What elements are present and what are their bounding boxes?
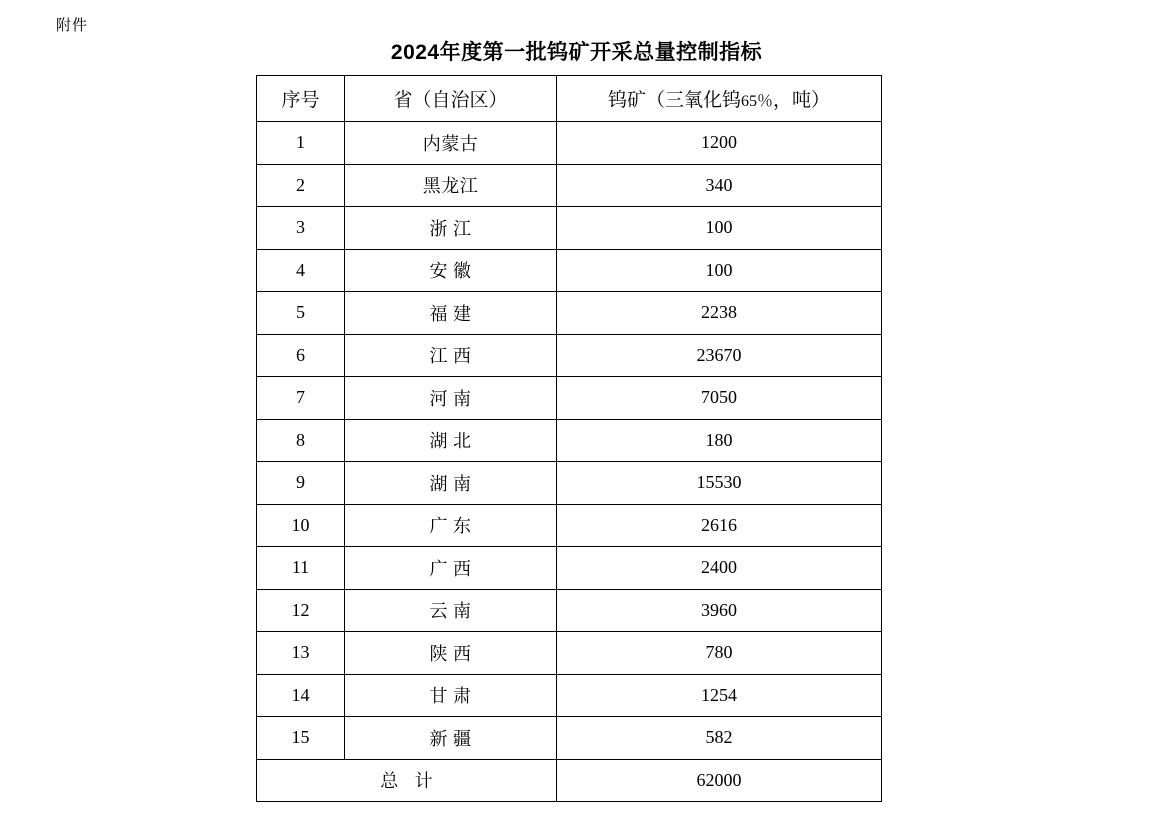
cell-value: 3960 [557,589,882,632]
cell-seq: 5 [257,292,345,335]
cell-seq: 4 [257,249,345,292]
province-name: 新 疆 [429,728,472,749]
cell-seq: 11 [257,547,345,590]
column-header-value-prefix: 钨矿（三氧化钨 [607,90,741,111]
cell-province [345,504,557,547]
table-row [257,547,882,590]
cell-province [345,292,557,335]
cell-value: 100 [557,207,882,250]
cell-province [345,674,557,717]
cell-seq: 13 [257,632,345,675]
cell-province [345,122,557,165]
table-row [257,419,882,462]
cell-seq: 10 [257,504,345,547]
table-row [257,504,882,547]
cell-value: 1254 [557,674,882,717]
cell-value: 780 [557,632,882,675]
table-row [257,589,882,632]
table-body [257,122,882,802]
total-label-cell [257,759,557,802]
quota-table-wrapper [256,75,881,802]
province-name: 浙 江 [429,218,472,239]
cell-seq: 15 [257,717,345,760]
column-header-value-suffix: ，吨） [773,90,831,111]
table-row [257,462,882,505]
cell-province [345,249,557,292]
cell-seq: 6 [257,334,345,377]
cell-province [345,462,557,505]
cell-province [345,377,557,420]
cell-seq: 7 [257,377,345,420]
province-name: 湖 北 [429,431,472,452]
table-row [257,674,882,717]
table-row [257,164,882,207]
cell-province [345,547,557,590]
cell-seq: 2 [257,164,345,207]
table-row [257,207,882,250]
table-total-row [257,759,882,802]
total-value-cell: 62000 [557,759,882,802]
cell-value: 15530 [557,462,882,505]
column-header-seq: 序号 [257,76,345,122]
cell-seq: 12 [257,589,345,632]
cell-value: 1200 [557,122,882,165]
cell-value: 2616 [557,504,882,547]
cell-province [345,589,557,632]
province-name: 湖 南 [429,473,472,494]
attachment-label: 附件 [56,17,89,34]
table-row [257,334,882,377]
column-header-value-sub: 65％ [740,93,773,110]
cell-value: 582 [557,717,882,760]
table-row [257,249,882,292]
province-name: 陕 西 [429,643,472,664]
province-name: 广 东 [429,516,472,537]
cell-value: 180 [557,419,882,462]
province-name: 福 建 [429,303,472,324]
table-row [257,377,882,420]
province-name: 黑龙江 [422,176,479,197]
province-name: 河 南 [429,388,472,409]
cell-seq: 14 [257,674,345,717]
table-row [257,632,882,675]
table-header-row [257,76,882,122]
cell-value: 2238 [557,292,882,335]
total-label: 总 计 [380,771,439,792]
table-row [257,717,882,760]
table-row [257,292,882,335]
province-name: 江 西 [429,346,472,367]
cell-seq: 1 [257,122,345,165]
province-name: 云 南 [429,601,472,622]
cell-value: 7050 [557,377,882,420]
column-header-value [557,76,882,122]
column-header-province: 省（自治区） [345,76,557,122]
quota-table [256,75,882,802]
cell-value: 23670 [557,334,882,377]
cell-province [345,632,557,675]
province-name: 广 西 [429,558,472,579]
cell-seq: 3 [257,207,345,250]
cell-province [345,419,557,462]
cell-value: 340 [557,164,882,207]
table-row [257,122,882,165]
cell-province [345,334,557,377]
cell-province [345,207,557,250]
cell-value: 100 [557,249,882,292]
page-title: 2024年度第一批钨矿开采总量控制指标 [390,41,763,64]
cell-province [345,717,557,760]
cell-seq: 8 [257,419,345,462]
province-name: 甘 肃 [429,686,472,707]
cell-province [345,164,557,207]
province-name: 内蒙古 [422,133,479,154]
cell-seq: 9 [257,462,345,505]
table-header [257,76,882,122]
province-name: 安 徽 [429,261,472,282]
cell-value: 2400 [557,547,882,590]
